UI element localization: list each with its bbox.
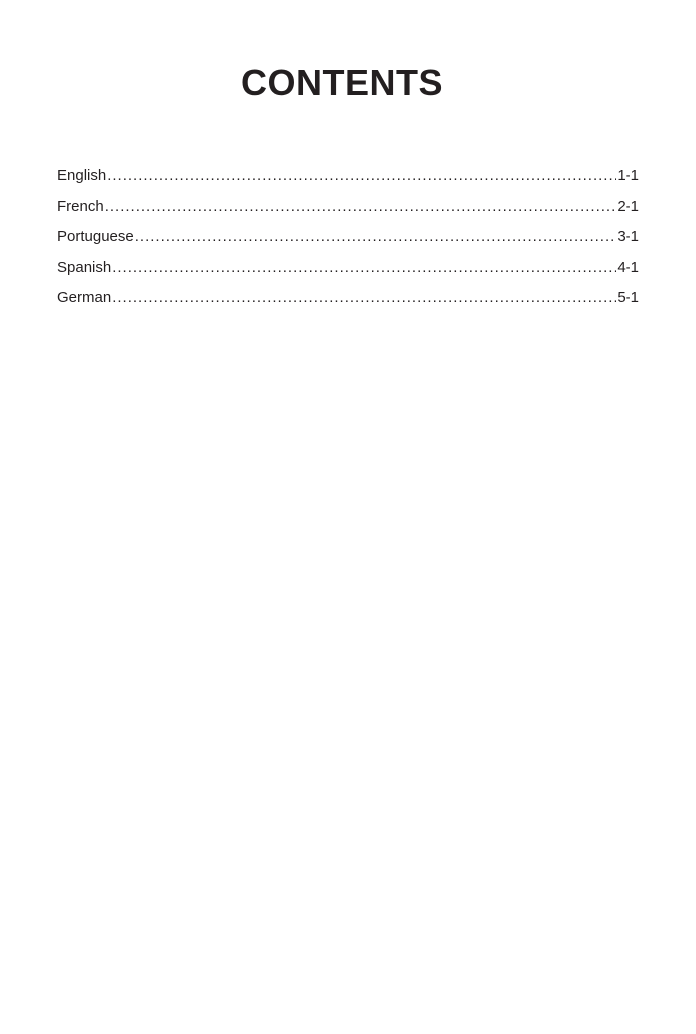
toc-dot-leader xyxy=(105,197,617,217)
toc-dot-leader xyxy=(112,258,616,278)
page-title: CONTENTS xyxy=(241,62,443,103)
toc-entry-spanish xyxy=(57,258,639,289)
toc-entry-label: English xyxy=(57,167,107,184)
toc-entry-page: 1-1 xyxy=(617,167,639,184)
toc-entry-page: 2-1 xyxy=(617,197,639,215)
toc-entry-label: Portuguese xyxy=(57,228,134,245)
toc-entry-english xyxy=(57,166,639,197)
toc-entry-page: 5-1 xyxy=(617,289,639,306)
toc-entry-label: Spanish xyxy=(57,258,112,276)
toc-entry-german xyxy=(57,288,639,319)
toc-entry-label: German xyxy=(57,289,112,306)
toc-entry-page: 4-1 xyxy=(617,258,639,276)
toc-dot-leader xyxy=(107,166,616,186)
toc-entry-page: 3-1 xyxy=(617,228,639,245)
toc-dot-leader xyxy=(112,288,616,308)
table-of-contents xyxy=(57,166,639,319)
toc-entry-french xyxy=(57,197,639,228)
toc-entry-portuguese xyxy=(57,227,639,258)
toc-entry-label: French xyxy=(57,197,104,215)
toc-dot-leader xyxy=(135,227,617,247)
